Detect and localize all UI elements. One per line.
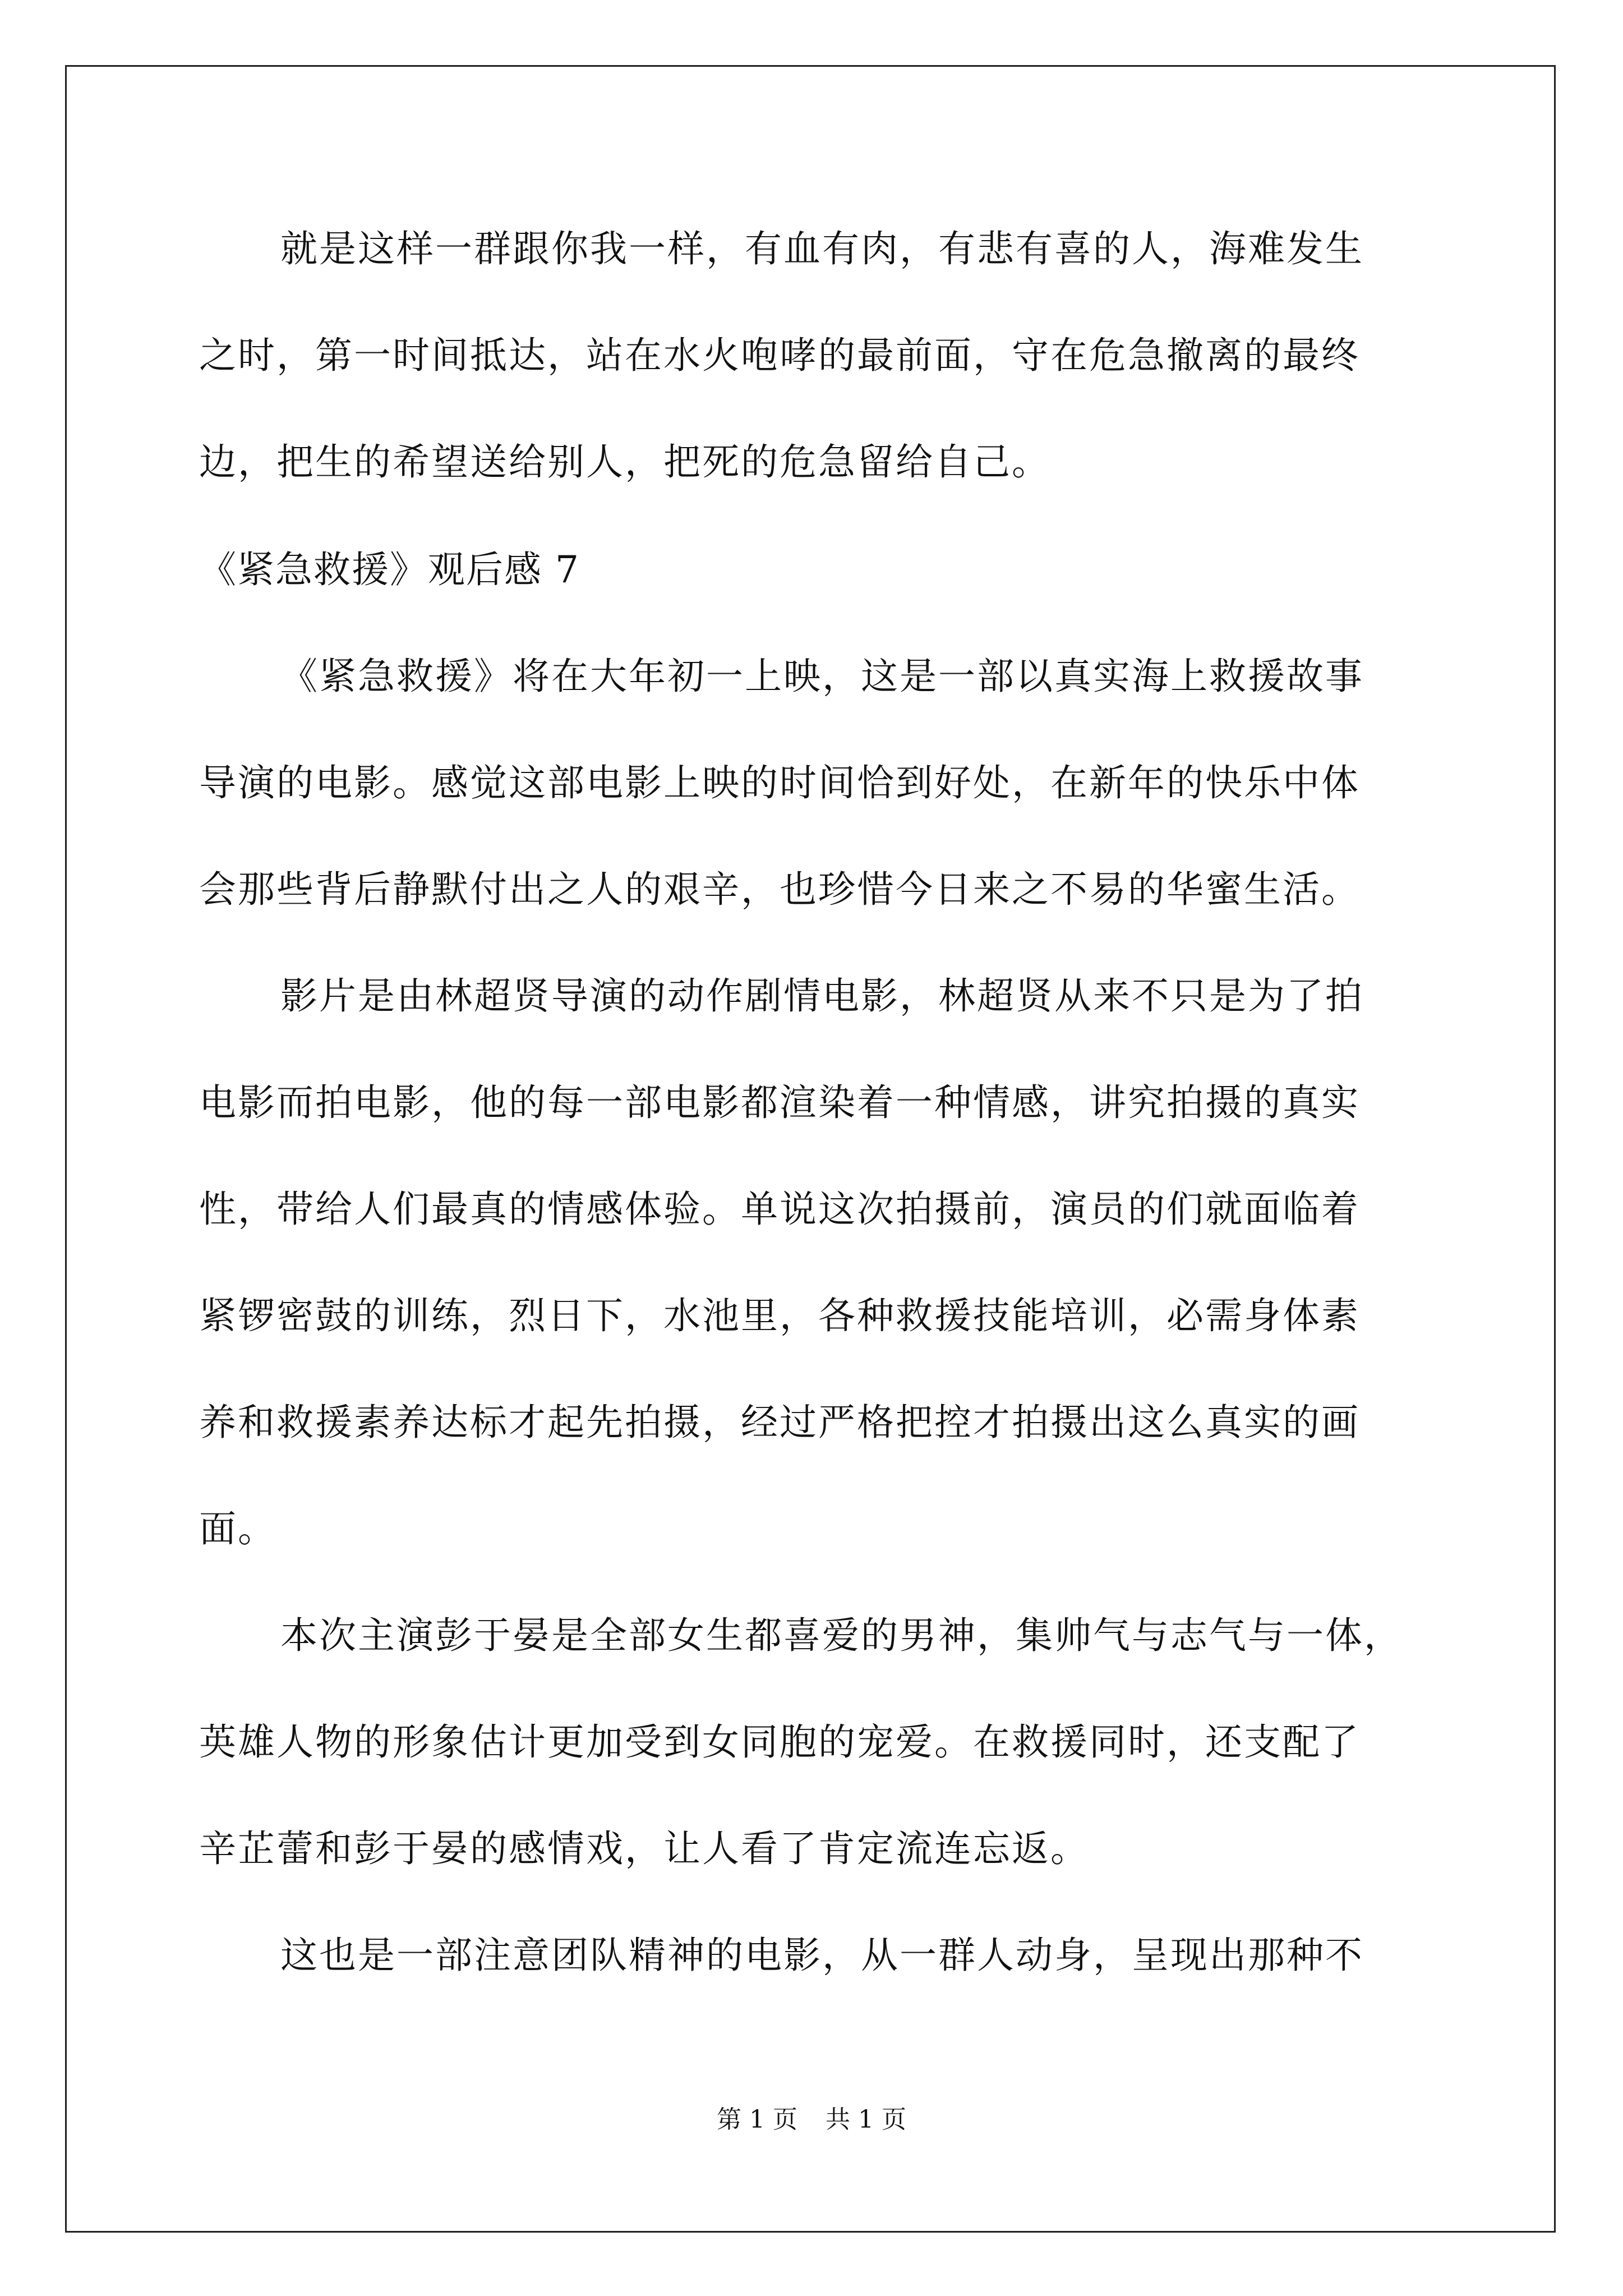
paragraph-line: 辛芷蕾和彭于晏的感情戏，让人看了肯定流连忘返。 [199, 1827, 1089, 1870]
page-border [65, 65, 1556, 2233]
paragraph-line: 之时，第一时间抵达，站在水火咆哮的最前面，守在危急撤离的最终 [199, 334, 1360, 377]
paragraph-line: 就是这样一群跟你我一样，有血有肉，有悲有喜的人，海难发生 [280, 227, 1364, 270]
page-footer [0, 2105, 1623, 2135]
paragraph-line: 英雄人物的形象估计更加受到女同胞的宠爱。在救援同时，还支配了 [199, 1720, 1360, 1764]
paragraph-line: 影片是由林超贤导演的动作剧情电影，林超贤从来不只是为了拍 [280, 974, 1364, 1018]
paragraph-line: 面。 [199, 1507, 276, 1550]
paragraph-line: 导演的电影。感觉这部电影上映的时间恰到好处，在新年的快乐中体 [199, 761, 1360, 804]
paragraph-line: 性，带给人们最真的情感体验。单说这次拍摄前，演员的们就面临着 [199, 1188, 1360, 1231]
paragraph-line: 会那些背后静默付出之人的艰辛，也珍惜今日来之不易的华蜜生活。 [199, 868, 1360, 911]
page-number: 第 1 页 [717, 2105, 797, 2134]
page-total: 共 1 页 [826, 2105, 906, 2134]
paragraph-line: 电影而拍电影，他的每一部电影都渲染着一种情感，讲究拍摄的真实 [199, 1081, 1360, 1124]
paragraph-line: 《紧急救援》将在大年初一上映，这是一部以真实海上救援故事 [280, 655, 1364, 698]
paragraph-line: 紧锣密鼓的训练，烈日下，水池里，各种救援技能培训，必需身体素 [199, 1294, 1360, 1337]
paragraph-line: 养和救援素养达标才起先拍摄，经过严格把控才拍摄出这么真实的画 [199, 1401, 1360, 1444]
paragraph-line: 边，把生的希望送给别人，把死的危急留给自己。 [199, 440, 1050, 484]
section-heading: 《紧急救援》观后感 7 [199, 548, 580, 591]
paragraph-line: 这也是一部注意团队精神的电影，从一群人动身，呈现出那种不 [280, 1934, 1364, 1977]
paragraph-line: 本次主演彭于晏是全部女生都喜爱的男神，集帅气与志气与一体， [280, 1614, 1403, 1657]
